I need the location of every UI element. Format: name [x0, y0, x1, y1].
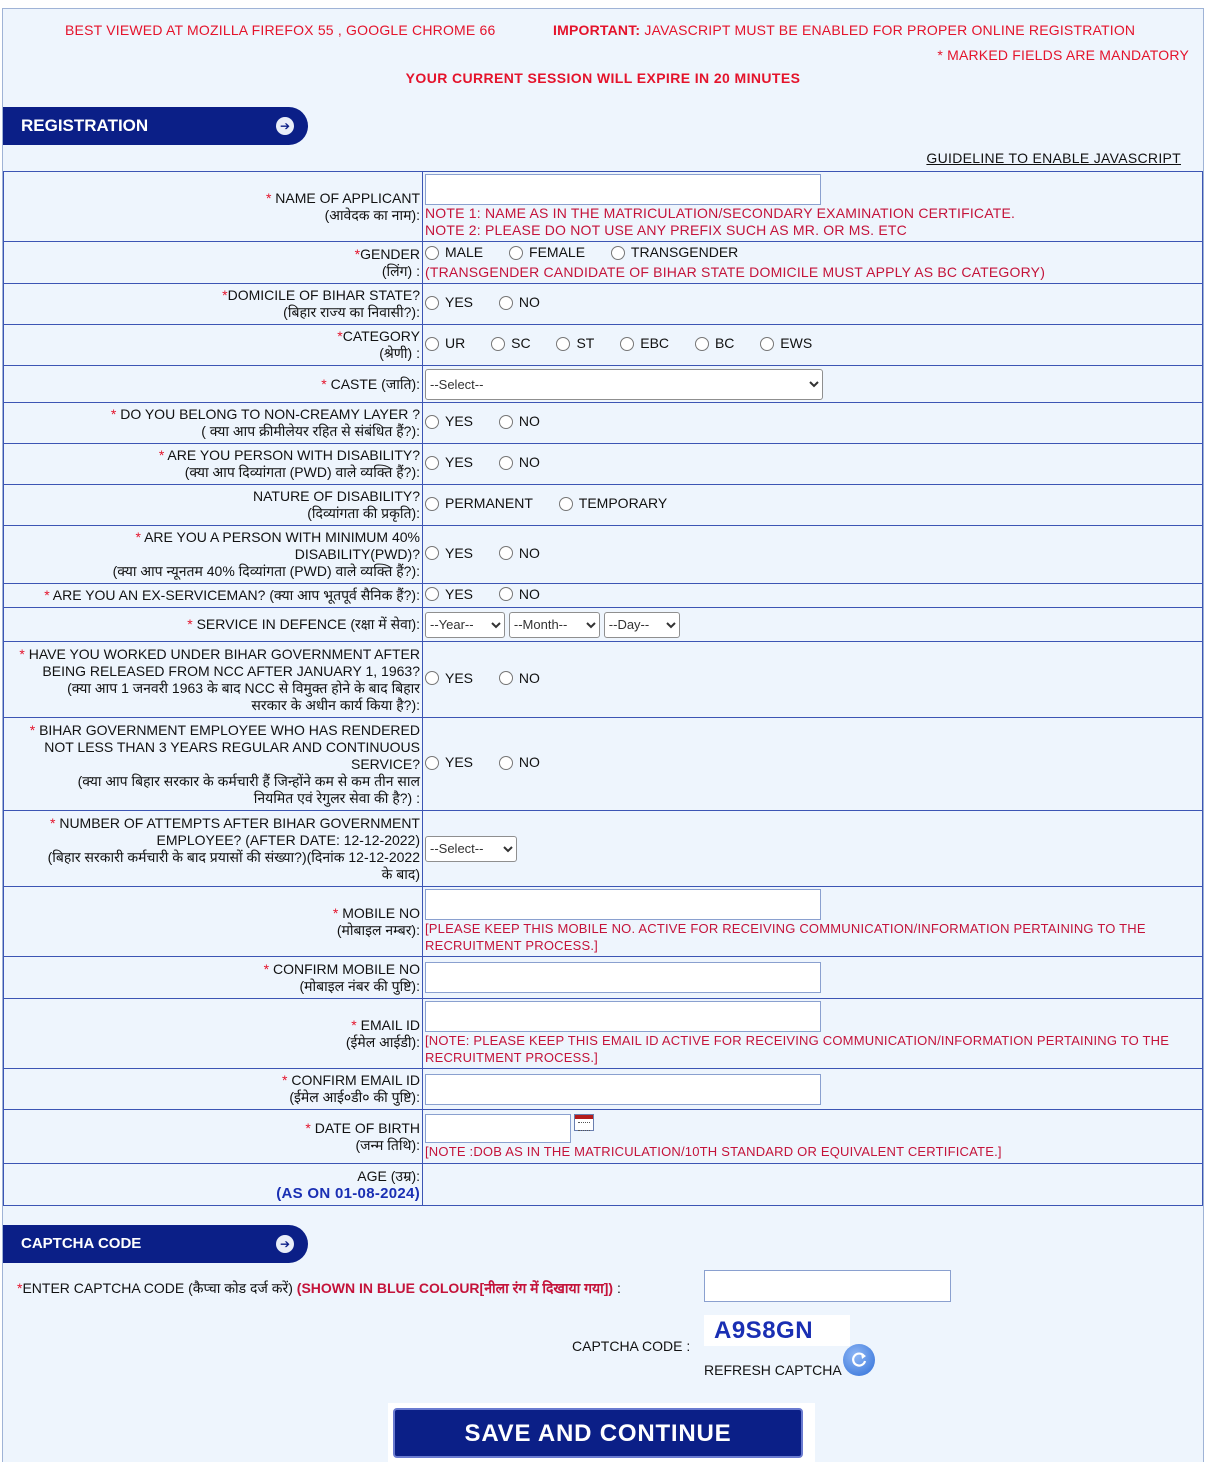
row-pwd40: * ARE YOU A PERSON WITH MINIMUM 40% DISABILITY(PWD)? (क्या आप न्यूनतम 40% दिव्यांगता (PWD) वाले व्यक्ति हैं?): YES NO: [4, 526, 1203, 584]
row-attempts: * NUMBER OF ATTEMPTS AFTER BIHAR GOVERNMENT EMPLOYEE? (AFTER DATE: 12-12-2022) (बिहार सरकारी कर्मचारी के बाद प्रयासों की संख्या?)(दिनांक 12-12-2022 के बाद) --Select--: [4, 811, 1203, 887]
category-ur-radio[interactable]: [425, 337, 439, 351]
pwd-no-option[interactable]: NO: [499, 454, 540, 471]
refresh-arrows: [849, 1350, 869, 1370]
dob-note: [NOTE :DOB AS IN THE MATRICULATION/10TH STANDARD OR EQUIVALENT CERTIFICATE.]: [425, 1143, 1002, 1159]
row-caste: * CASTE (जाति): --Select--: [4, 366, 1203, 403]
mandatory-notice: * MARKED FIELDS ARE MANDATORY: [937, 47, 1189, 63]
category-ur-option[interactable]: UR: [425, 335, 465, 352]
captcha-enter-label: *ENTER CAPTCHA CODE (कैप्चा कोड दर्ज करें) (SHOWN IN BLUE COLOUR[नीला रंग में दिखाया गया]) :: [17, 1280, 621, 1296]
govt-employee-label-2: NOT LESS THAN 3 YEARS REGULAR AND CONTINUOUS: [44, 738, 420, 755]
govt-employee-yes-option[interactable]: YES: [425, 754, 473, 771]
gender-label: GENDER: [360, 245, 420, 262]
confirm-mobile-label-hindi: (मोबाइल नंबर की पुष्टि):: [299, 977, 420, 994]
defence-month-select[interactable]: [509, 612, 600, 638]
row-defence: * SERVICE IN DEFENCE (रक्षा में सेवा): --Year-- --Month-- --Day--: [4, 608, 1203, 642]
captcha-input[interactable]: [704, 1270, 951, 1302]
pwd-label: ARE YOU PERSON WITH DISABILITY?: [167, 447, 420, 463]
govt-employee-no-radio[interactable]: [499, 756, 513, 770]
registration-page: [2, 8, 1204, 1462]
row-name: [4, 172, 1203, 242]
ncc-no-radio[interactable]: [499, 671, 513, 685]
email-label-hindi: (ईमेल आईडी):: [345, 1033, 420, 1050]
govt-employee-label-1: BIHAR GOVERNMENT EMPLOYEE WHO HAS RENDERED: [39, 721, 420, 738]
row-category: *CATEGORY (श्रेणी) : UR SC ST EBC BC EWS: [4, 325, 1203, 366]
ncc-no-option[interactable]: NO: [499, 670, 540, 687]
caste-select[interactable]: [425, 369, 823, 400]
defence-year-select[interactable]: [425, 612, 505, 638]
name-field-cell: [423, 172, 1203, 242]
row-disability-nature: [4, 485, 1203, 526]
pwd-no-radio[interactable]: [499, 456, 513, 470]
name-note-1: NOTE 1: NAME AS IN THE MATRICULATION/SECONDARY EXAMINATION CERTIFICATE.: [425, 205, 1016, 221]
save-button-wrap: [388, 1403, 815, 1463]
email-note-2: RECRUITMENT PROCESS.]: [425, 1050, 598, 1065]
row-domicile: *DOMICILE OF BIHAR STATE? (बिहार राज्य का निवासी?): YES NO: [4, 284, 1203, 325]
non-creamy-label: DO YOU BELONG TO NON-CREAMY LAYER ?: [120, 406, 420, 422]
arrow-right-icon: ➔: [276, 1235, 294, 1253]
mobile-input[interactable]: [425, 889, 821, 920]
row-dob: * DATE OF BIRTH (जन्म तिथि): [NOTE :DOB AS IN THE MATRICULATION/10TH STANDARD OR EQUIVALENT CERTIFICATE.]: [4, 1110, 1203, 1164]
domicile-no-option[interactable]: NO: [499, 294, 540, 311]
mobile-label-hindi: (मोबाइल नम्बर):: [336, 921, 420, 938]
gender-label-hindi: (लिंग) :: [381, 262, 420, 279]
age-as-on: (AS ON 01-08-2024): [276, 1184, 420, 1202]
row-pwd: * ARE YOU PERSON WITH DISABILITY? (क्या आप दिव्यांगता (PWD) वाले व्यक्ति हैं?): YES NO: [4, 444, 1203, 485]
gender-transgender-option[interactable]: TRANSGENDER: [611, 244, 738, 261]
row-confirm-email: * CONFIRM EMAIL ID (ईमेल आई०डी० की पुष्टि):: [4, 1069, 1203, 1110]
email-note-1: [NOTE: PLEASE KEEP THIS EMAIL ID ACTIVE FOR RECEIVING COMMUNICATION/INFORMATION PERTAINING TO THE: [425, 1033, 1170, 1048]
confirm-email-label-hindi: (ईमेल आई०डी० की पुष्टि):: [289, 1089, 420, 1105]
pwd-yes-radio[interactable]: [425, 456, 439, 470]
ncc-label-1: HAVE YOU WORKED UNDER BIHAR GOVERNMENT AFTER: [28, 645, 420, 662]
dob-label: DATE OF BIRTH: [314, 1119, 420, 1136]
gender-male-option[interactable]: MALE: [425, 244, 483, 261]
attempts-label-1: NUMBER OF ATTEMPTS AFTER BIHAR GOVERNMENT: [59, 814, 420, 831]
disability-temporary-option[interactable]: TEMPORARY: [559, 495, 667, 512]
category-sc-option[interactable]: SC: [491, 335, 530, 352]
defence-day-select[interactable]: [604, 612, 680, 638]
captcha-blue-hint: (SHOWN IN BLUE COLOUR[नीला रंग में दिखाया गया]): [296, 1280, 614, 1296]
important-text: JAVASCRIPT MUST BE ENABLED FOR PROPER ONLINE REGISTRATION: [640, 22, 1136, 38]
ex-serviceman-yes-radio[interactable]: [425, 587, 439, 601]
disability-permanent-option[interactable]: PERMANENT: [425, 495, 533, 512]
ncc-label-hindi-1: (क्या आप 1 जनवरी 1963 के बाद NCC से विमुक्त होने के बाद बिहार: [67, 679, 420, 696]
ex-serviceman-label: ARE YOU AN EX-SERVICEMAN? (क्या आप भूतपूर्व सैनिक हैं?):: [52, 587, 420, 603]
mobile-note-1: [PLEASE KEEP THIS MOBILE NO. ACTIVE FOR RECEIVING COMMUNICATION/INFORMATION PERTAINING TO THE: [425, 921, 1146, 936]
govt-employee-yes-radio[interactable]: [425, 756, 439, 770]
ex-serviceman-no-radio[interactable]: [499, 587, 513, 601]
pwd40-label-1: ARE YOU A PERSON WITH MINIMUM 40%: [144, 529, 420, 545]
save-and-continue-button[interactable]: SAVE AND CONTINUE: [393, 1408, 803, 1458]
confirm-email-label: CONFIRM EMAIL ID: [291, 1072, 420, 1088]
disability-nature-label: NATURE OF DISABILITY?: [253, 488, 420, 504]
category-st-option[interactable]: ST: [556, 335, 594, 352]
email-label: EMAIL ID: [360, 1016, 420, 1033]
row-email: * EMAIL ID (ईमेल आईडी): [NOTE: PLEASE KEEP THIS EMAIL ID ACTIVE FOR RECEIVING COMMUNICATION/INFORMATION PERTAINING TO THE RECRUITMENT PROCESS.]: [4, 999, 1203, 1069]
defence-label: SERVICE IN DEFENCE (रक्षा में सेवा):: [196, 616, 420, 632]
pwd-yes-option[interactable]: YES: [425, 454, 473, 471]
dob-label-hindi: (जन्म तिथि):: [355, 1136, 420, 1153]
registration-banner: [3, 107, 308, 145]
registration-title: REGISTRATION: [21, 116, 149, 135]
pwd40-no-radio[interactable]: [499, 546, 513, 560]
non-creamy-no-radio[interactable]: [499, 415, 513, 429]
disability-nature-label-hindi: (दिव्यांगता की प्रकृति):: [307, 505, 420, 521]
row-ex-serviceman: * ARE YOU AN EX-SERVICEMAN? (क्या आप भूतपूर्व सैनिक हैं?): YES NO: [4, 584, 1203, 608]
captcha-banner: [3, 1225, 308, 1263]
category-bc-option[interactable]: BC: [695, 335, 734, 352]
gender-transgender-radio[interactable]: [611, 246, 625, 260]
category-label: CATEGORY: [342, 328, 420, 344]
non-creamy-label-hindi: ( क्या आप क्रीमीलेयर रहित से संबंधित हैं?):: [201, 423, 420, 439]
attempts-label-2: EMPLOYEE? (AFTER DATE: 12-12-2022): [156, 831, 420, 848]
ncc-label-2: BEING RELEASED FROM NCC AFTER JANUARY 1, 1963?: [42, 662, 420, 679]
pwd40-label-hindi: (क्या आप न्यूनतम 40% दिव्यांगता (PWD) वाले व्यक्ति हैं?):: [112, 563, 420, 579]
row-ncc: * HAVE YOU WORKED UNDER BIHAR GOVERNMENT AFTER BEING RELEASED FROM NCC AFTER JANUARY 1, 1963? (क्या आप 1 जनवरी 1963 के बाद NCC से विमुक्त होने के बाद बिहार सरकार के अधीन कार्य किया है?): YES NO: [4, 642, 1203, 718]
pwd-label-hindi: (क्या आप दिव्यांगता (PWD) वाले व्यक्ति हैं?):: [184, 464, 420, 480]
arrow-right-icon: ➔: [276, 117, 294, 135]
name-input[interactable]: [425, 174, 821, 205]
javascript-notice: [553, 22, 1135, 38]
row-non-creamy: * DO YOU BELONG TO NON-CREAMY LAYER ? ( क्या आप क्रीमीलेयर रहित से संबंधित हैं?): YES NO: [4, 403, 1203, 444]
non-creamy-yes-option[interactable]: YES: [425, 413, 473, 430]
age-value-cell: [423, 1164, 1203, 1206]
gender-female-radio[interactable]: [509, 246, 523, 260]
name-note-2: NOTE 2: PLEASE DO NOT USE ANY PREFIX SUCH AS MR. OR MS. ETC: [425, 222, 907, 238]
email-input[interactable]: [425, 1001, 821, 1032]
ex-serviceman-yes-option[interactable]: YES: [425, 586, 473, 603]
name-label-cell: * NAME OF APPLICANT (आवेदक का नाम):: [4, 172, 423, 242]
gender-note: (TRANSGENDER CANDIDATE OF BIHAR STATE DOMICILE MUST APPLY AS BC CATEGORY): [425, 263, 1046, 280]
gender-female-option[interactable]: FEMALE: [509, 244, 585, 261]
category-st-radio[interactable]: [556, 337, 570, 351]
category-sc-radio[interactable]: [491, 337, 505, 351]
ex-serviceman-no-option[interactable]: NO: [499, 586, 540, 603]
dob-input[interactable]: [425, 1114, 571, 1143]
row-confirm-mobile: * CONFIRM MOBILE NO (मोबाइल नंबर की पुष्टि):: [4, 957, 1203, 999]
confirm-email-input[interactable]: [425, 1074, 821, 1105]
disability-temporary-radio[interactable]: [559, 497, 573, 511]
category-bc-radio[interactable]: [695, 337, 709, 351]
row-mobile: * MOBILE NO (मोबाइल नम्बर): [PLEASE KEEP THIS MOBILE NO. ACTIVE FOR RECEIVING COMMUNICATION/INFORMATION PERTAINING TO THE RECRUITMENT PROCESS.]: [4, 887, 1203, 957]
govt-employee-label-hindi-1: (क्या आप बिहार सरकार के कर्मचारी हैं जिन्होंने कम से कम तीन साल: [77, 772, 420, 789]
disability-permanent-radio[interactable]: [425, 497, 439, 511]
attempts-select[interactable]: [425, 836, 517, 862]
captcha-code-label: CAPTCHA CODE :: [572, 1338, 691, 1354]
age-label: AGE (उम्र):: [357, 1167, 420, 1184]
pwd40-label-2: DISABILITY(PWD)?: [294, 546, 420, 562]
pwd40-yes-radio[interactable]: [425, 546, 439, 560]
category-label-hindi: (श्रेणी) :: [379, 345, 420, 361]
domicile-yes-option[interactable]: YES: [425, 294, 473, 311]
gender-male-radio[interactable]: [425, 246, 439, 260]
guideline-link[interactable]: GUIDELINE TO ENABLE JAVASCRIPT: [926, 150, 1181, 166]
session-expiry-notice: YOUR CURRENT SESSION WILL EXPIRE IN 20 MINUTES: [405, 70, 801, 86]
non-creamy-yes-radio[interactable]: [425, 415, 439, 429]
important-label: IMPORTANT:: [553, 22, 641, 38]
registration-form: [3, 171, 1203, 1206]
pwd40-no-option[interactable]: NO: [499, 545, 540, 562]
category-ews-option[interactable]: EWS: [760, 335, 812, 352]
pwd40-yes-option[interactable]: YES: [425, 545, 473, 562]
name-label-hindi: (आवेदक का नाम):: [324, 206, 420, 223]
browser-notice: BEST VIEWED AT MOZILLA FIREFOX 55 , GOOGLE CHROME 66: [65, 22, 496, 38]
caste-label: CASTE (जाति):: [330, 375, 420, 392]
captcha-title: CAPTCHA CODE: [21, 1235, 142, 1252]
mobile-note-2: RECRUITMENT PROCESS.]: [425, 938, 598, 953]
ncc-label-hindi-2: सरकार के अधीन कार्य किया है?):: [251, 696, 420, 713]
calendar-icon[interactable]: [574, 1114, 594, 1131]
row-govt-employee: * BIHAR GOVERNMENT EMPLOYEE WHO HAS RENDERED NOT LESS THAN 3 YEARS REGULAR AND CONTINUOUS SERVICE? (क्या आप बिहार सरकार के कर्मचारी हैं जिन्होंने कम से कम तीन साल नियमित एवं रेगुलर सेवा की है?) : YES NO: [4, 718, 1203, 811]
govt-employee-label-hindi-2: नियमित एवं रेगुलर सेवा की है?) :: [253, 789, 420, 806]
name-label: NAME OF APPLICANT: [275, 189, 420, 206]
category-ews-radio[interactable]: [760, 337, 774, 351]
attempts-label-hindi-2: के बाद): [381, 865, 420, 882]
captcha-code-image: A9S8GN: [704, 1315, 850, 1346]
domicile-label-hindi: (बिहार राज्य का निवासी?):: [283, 304, 420, 320]
row-age: [4, 1164, 1203, 1206]
category-ebc-radio[interactable]: [620, 337, 634, 351]
attempts-label-hindi-1: (बिहार सरकारी कर्मचारी के बाद प्रयासों की संख्या?)(दिनांक 12-12-2022: [47, 848, 420, 865]
confirm-mobile-input[interactable]: [425, 962, 821, 993]
refresh-icon[interactable]: [843, 1344, 875, 1376]
domicile-yes-radio[interactable]: [425, 296, 439, 310]
refresh-captcha-label[interactable]: REFRESH CAPTCHA: [704, 1362, 842, 1378]
category-ebc-option[interactable]: EBC: [620, 335, 669, 352]
non-creamy-no-option[interactable]: NO: [499, 413, 540, 430]
domicile-no-radio[interactable]: [499, 296, 513, 310]
confirm-mobile-label: CONFIRM MOBILE NO: [272, 960, 420, 977]
govt-employee-no-option[interactable]: NO: [499, 754, 540, 771]
govt-employee-label-3: SERVICE?: [351, 755, 420, 772]
row-gender: *GENDER (लिंग) : MALE FEMALE TRANSGENDER (TRANSGENDER CANDIDATE OF BIHAR STATE DOMICILE MUST APPLY AS BC CATEGORY): [4, 242, 1203, 284]
domicile-label: DOMICILE OF BIHAR STATE?: [227, 287, 420, 303]
ncc-yes-radio[interactable]: [425, 671, 439, 685]
ncc-yes-option[interactable]: YES: [425, 670, 473, 687]
mobile-label: MOBILE NO: [342, 904, 420, 921]
